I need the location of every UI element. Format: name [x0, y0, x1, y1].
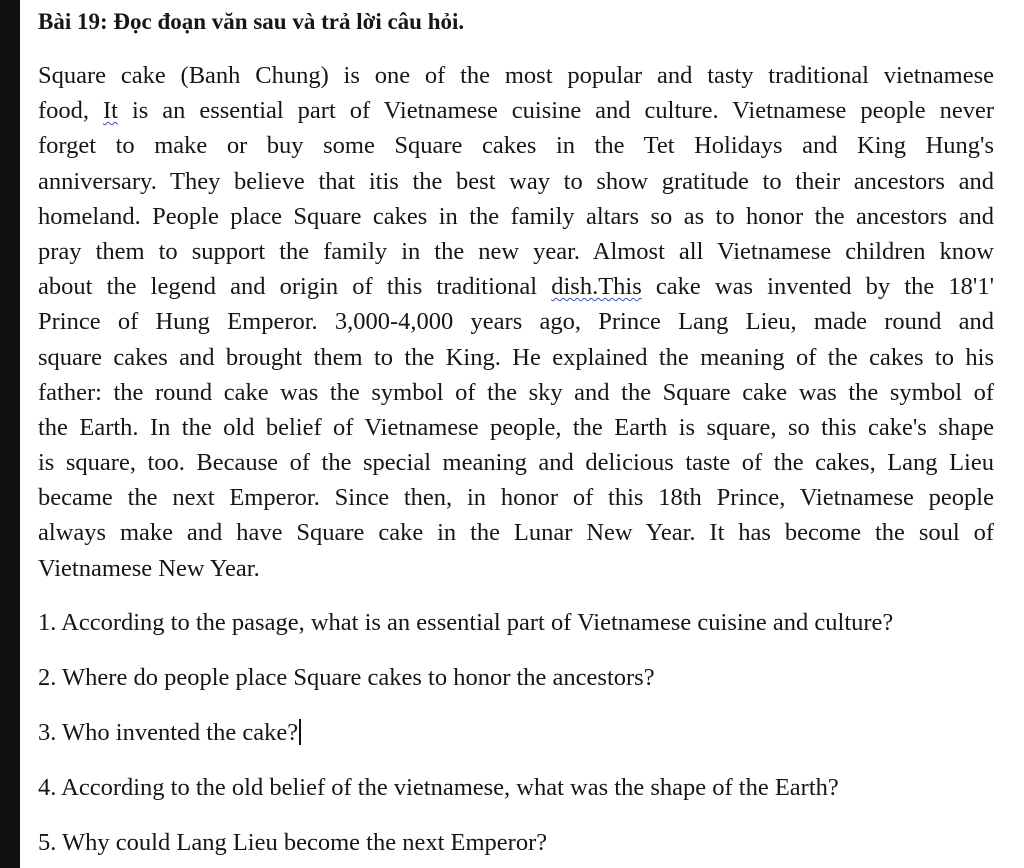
question-item: 2. Where do people place Square cakes to honor the ancestors? — [38, 664, 655, 691]
passage-line-start: about the legend and origin of this traditional — [38, 273, 552, 301]
left-edge-bar — [0, 0, 20, 868]
passage-line: became the next Emperor. Since then, in honor of this 18th Prince, Vietnamese people — [38, 484, 994, 512]
passage-line-end: is an essential part of Vietnamese cuisine and culture. Vietnamese people never — [117, 97, 994, 125]
question-item[interactable] — [38, 718, 301, 748]
spellcheck-word[interactable]: It — [103, 97, 118, 125]
passage-line: father: the round cake was the symbol of the sky and the Square cake was the symbol of — [38, 378, 994, 406]
exercise-heading: Bài 19: Đọc đoạn văn sau và trả lời câu hỏi. — [38, 9, 465, 34]
passage-line: the Earth. In the old belief of Vietnamese people, the Earth is square, so this cake's shape — [38, 413, 994, 441]
passage-line-start: food, — [38, 97, 104, 125]
question-item: 5. Why could Lang Lieu become the next Emperor? — [38, 829, 548, 856]
passage-line: square cakes and brought them to the King. He explained the meaning of the cakes to his — [38, 343, 994, 371]
passage-line: pray them to support the family in the new year. Almost all Vietnamese children know — [38, 237, 994, 265]
passage-line: Prince of Hung Emperor. 3,000-4,000 years ago, Prince Lang Lieu, made round and — [38, 308, 994, 336]
passage-line: Vietnamese New Year. — [38, 554, 260, 582]
passage-line: is square, too. Because of the special meaning and delicious taste of the cakes, Lang Lieu — [38, 449, 994, 477]
reading-passage — [38, 58, 994, 586]
question-item: 1. According to the pasage, what is an essential part of Vietnamese cuisine and culture? — [38, 609, 894, 636]
question-item: 4. According to the old belief of the vietnamese, what was the shape of the Earth? — [38, 774, 839, 801]
passage-line: forget to make or buy some Square cakes in the Tet Holidays and King Hung's — [38, 132, 994, 160]
text-cursor — [299, 719, 301, 745]
passage-line-end: cake was invented by the 18'1' — [641, 273, 994, 301]
question-text: 3. Who invented the cake? — [38, 719, 299, 746]
spellcheck-word[interactable]: dish.This — [551, 273, 642, 301]
passage-line — [38, 269, 994, 304]
passage-line — [38, 93, 994, 128]
passage-line: homeland. People place Square cakes in the family altars so as to honor the ancestors and — [38, 202, 994, 230]
passage-line: anniversary. They believe that itis the best way to show gratitude to their ancestors and — [38, 167, 994, 195]
passage-line: Square cake (Banh Chung) is one of the most popular and tasty traditional vietnamese — [38, 62, 994, 89]
passage-line: always make and have Square cake in the Lunar New Year. It has become the soul of — [38, 519, 994, 547]
